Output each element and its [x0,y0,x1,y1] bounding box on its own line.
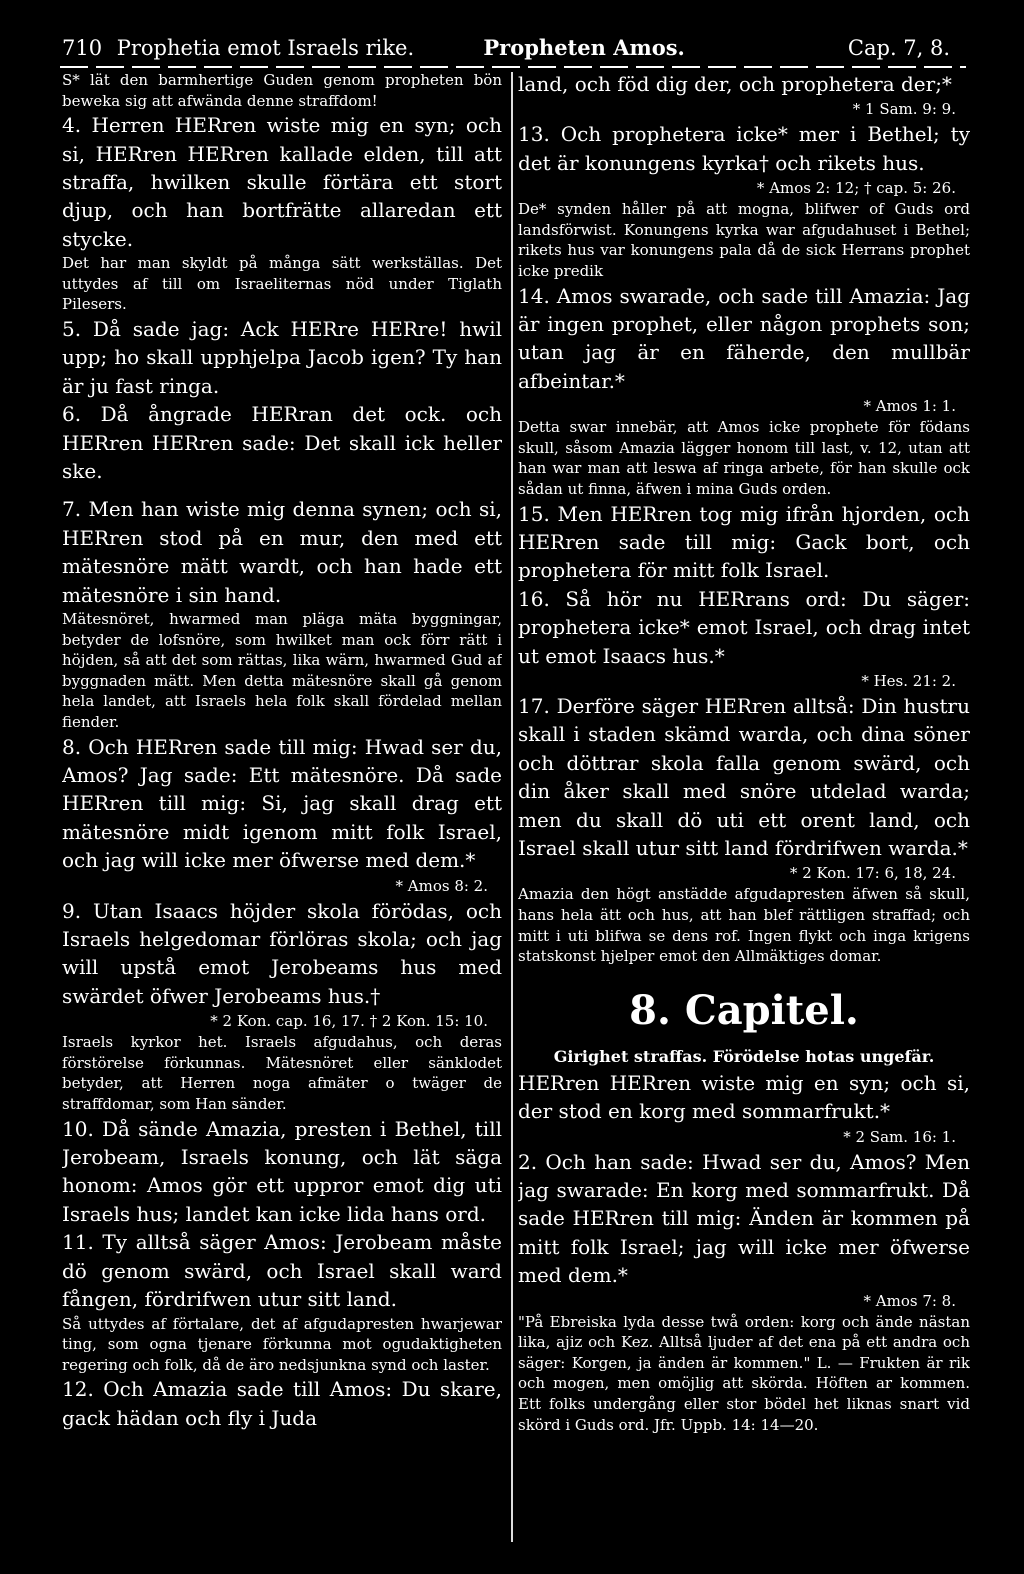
cross-reference: * 2 Kon. 17: 6, 18, 24. [789,864,956,883]
commentary-note: Det har man skyldt på många sätt werkställas. Det uttydes af till om Israeliternas nöd under Tiglath Pilesers. [62,254,502,314]
verse-paragraph: 17. Derföre säger HERren alltså: Din hustru skall i staden skämd warda, och dina söner och döttrar skola falla genom swärd, och din åker skall med snöre utdelad warda; men du skall dö uti ett orent land, och Israel skall utur sitt land fördrifwen warda.* [518,694,970,861]
chapter-summary: Girighet straffas. Förödelse hotas ungefär. [553,1046,935,1066]
header-title: Propheten Amos. [483,35,685,60]
left-text-column [62,70,502,1554]
verse-paragraph: 8. Och HERren sade till mig: Hwad ser du, Amos? Jag sade: Ett mätesnöre. Då sade HERren till mig: Si, jag skall drag ett mätesnöre midt igenom mitt folk Israel, och jag will icke mer öfwerse med dem.* [62,734,502,873]
verse-paragraph: HERren HERren wiste mig en syn; och si, der stod en korg med sommarfrukt.* [518,1070,970,1124]
cross-reference: * 2 Kon. cap. 16, 17. † 2 Kon. 15: 10. [210,1012,488,1031]
verse-paragraph: 5. Då sade jag: Ack HERre HERre! hwil upp; ho skall upphjelpa Jacob igen? Ty han är ju fast ringa. [62,317,502,398]
cross-reference: * Amos 1: 1. [863,397,956,416]
verse-paragraph: 4. Herren HERren wiste mig en syn; och si, HERren HERren kallade elden, till att straffa, hwilken skulle förtära ett stort djup, och han bortfrätte allaredan ett stycke. [62,113,502,251]
verse-paragraph: 9. Utan Isaacs höjder skola förödas, och Israels helgedomar förlöras skola; och jag will upstå emot Jerobeams hus med swärdet öfwer Jerobeams hus.† [62,898,502,1008]
column-divider [511,72,513,1542]
cross-reference: * Amos 2: 12; † cap. 5: 26. [756,179,956,198]
verse-paragraph: 12. Och Amazia sade till Amos: Du skare, gack hädan och fly i Juda [62,1377,502,1430]
verse-paragraph: 2. Och han sade: Hwad ser du, Amos? Men jag swarade: En korg med sommarfrukt. Då sade HERren till mig: Änden är kommen på mitt folk Israel; jag will icke mer öfwerse med dem.* [518,1149,970,1288]
verse-paragraph: 7. Men han wiste mig denna synen; och si, HERren stod på en mur, den med ett mätesnöre mätt wardt, och han hade ett mätesnöre i sin hand. [62,497,502,607]
right-text-column [518,70,970,1554]
cross-reference: * Amos 8: 2. [395,876,488,895]
verse-paragraph: 13. Och prophetera icke* mer i Bethel; ty det är konungens kyrka† och rikets hus. [518,122,970,175]
verse-paragraph: 10. Då sände Amazia, presten i Bethel, till Jerobeam, Israels konung, och lät säga honom: Amos gör ett uppror emot dig uti Israels hus; landet kan icke lida hans ord. [62,1116,502,1226]
cross-reference: * 1 Sam. 9: 9. [852,100,956,119]
commentary-note: "På Ebreiska lyda desse twå orden: korg och ände nästan lika, ajiz och Kez. Alltså ljuder af det ena på ett andra och säger: Korgen, ja änden är kommen." L. — Frukten är rik och mogen, men omöjlig att skörda. Höften ar kommen. Ett folks undergång eller stor bödel het liknas snart vid skörd i Guds ord. Jfr. Uppb. 14: 14—20. [518,1312,970,1434]
cross-reference: * 2 Sam. 16: 1. [843,1127,956,1146]
verse-paragraph: 16. Så hör nu HERrans ord: Du säger: prophetera icke* emot Israel, och drag intet ut emot Isaacs hus.* [518,586,970,668]
commentary-note: De* synden håller på att mogna, blifwer of Guds ord landsförwist. Konungens kyrka war afgudahuset i Bethel; rikets hus var konungens pala då de sick Herrans prophet icke predik [518,200,970,280]
commentary-note: Amazia den högt anstädde afgudapresten äfwen så skull, hans hela ätt och hus, att han blef rättligen straffad; och mitt i uti blifwa se dens rof. Ingen flykt och inga krigens statskonst hjelper emot den Allmäktiges domar. [518,885,970,966]
chapter-reference: Cap. 7, 8. [847,36,951,60]
commentary-note: Detta swar innebär, att Amos icke prophete för födans skull, såsom Amazia lägger honom till last, v. 12, utan att han war man att leswa af ringa arbete, för han skulle ock sådan ut finna, äfwen i mina Guds orden. [518,418,970,498]
verse-paragraph: 15. Men HERren tog mig ifrån hjorden, och HERren sade till mig: Gack bort, och prophetera för mitt folk Israel. [518,501,970,583]
verse-paragraph: 11. Ty alltså säger Amos: Jerobeam måste dö genom swärd, och Israel skall ward fången, fördrifwen utur sitt land. [62,1230,502,1312]
running-header [62,28,962,68]
verse-paragraph: 6. Då ångrade HERran det ock. och HERren HERren sade: Det skall ick heller ske. [62,402,502,484]
spacer [62,485,502,495]
commentary-note: Israels kyrkor het. Israels afgudahus, och deras förstörelse förkunnas. Mätesnöret eller sänklodet betyder, att Herren noga afmäter o twäger de straffdomar, som Han sänder. [62,1033,502,1114]
header-left-text: Prophetia emot Israels rike. [116,36,415,60]
commentary-note: Så uttydes af förtalare, det af afgudapresten hwarjewar ting, som ogna tjenare förkunna mot ogudaktigheten regering och folk, då de äro nedsjunkna synd och laster. [62,1314,502,1374]
commentary-note: S* lät den barmhertige Guden genom propheten bön beweka sig att afwända denne straffdom! [62,71,502,110]
header-rule [60,66,966,68]
cross-reference: * Amos 7: 8. [863,1291,956,1310]
verse-paragraph: land, och föd dig der, och prophetera der;* [518,72,952,96]
chapter-heading: 8. Capitel. [629,986,859,1034]
commentary-note: Mätesnöret, hwarmed man pläga mäta byggningar, betyder de lofsnöre, som hwilket man ock förr rätt i höjden, så att det som rättas, lika wärn, hwarmed Gud af byggnaden mätt. Men detta mätesnöre skall gå genom hela landet, att Israels hela folk skall fördelad mellan fiender. [62,610,502,732]
verse-paragraph: 14. Amos swarade, och sade till Amazia: Jag är ingen prophet, eller någon prophets son; utan jag är en fäherde, den mullbär afbeintar.* [518,283,970,393]
page-number: 710 [62,36,103,60]
cross-reference: * Hes. 21: 2. [861,672,956,691]
